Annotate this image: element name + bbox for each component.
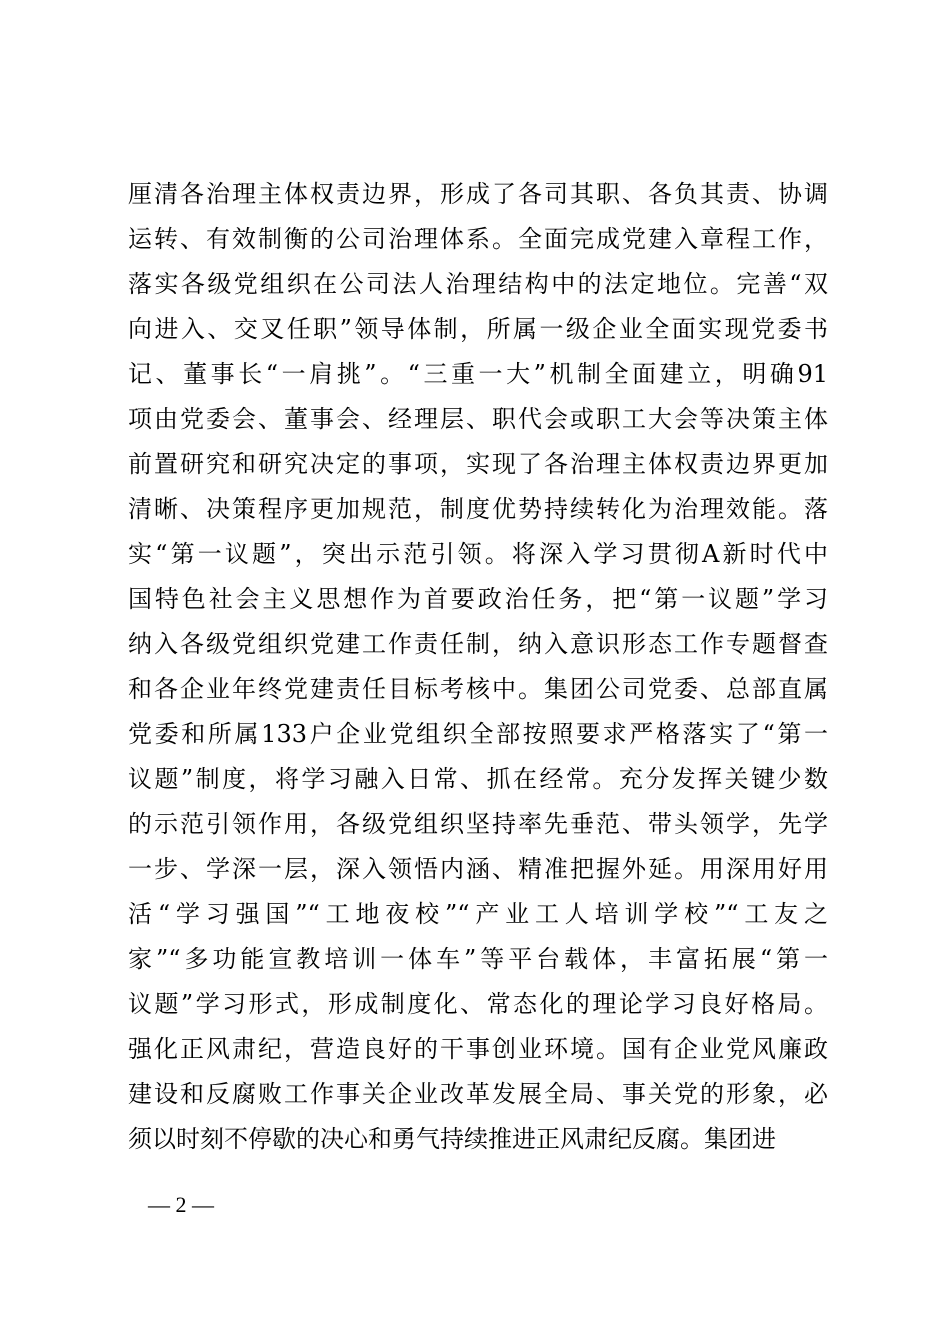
text-line: 国特色社会主义思想作为首要政治任务，把“第一议题”学习 <box>128 585 828 613</box>
text-line: 和各企业年终党建责任目标考核中。集团公司党委、总部直属 <box>128 675 828 703</box>
text-line: 须以时刻不停歇的决心和勇气持续推进正风肃纪反腐。集团进 <box>128 1125 776 1153</box>
text-line: 议题”制度，将学习融入日常、抓在经常。充分发挥关键少数 <box>128 765 828 793</box>
text-line: 的示范引领作用，各级党组织坚持率先垂范、带头领学，先学 <box>128 810 828 838</box>
text-line: 实“第一议题”，突出示范引领。将深入学习贯彻A新时代中 <box>128 540 828 568</box>
text-line: 纳入各级党组织党建工作责任制，纳入意识形态工作专题督查 <box>128 630 828 658</box>
text-line: 清晰、决策程序更加规范，制度优势持续转化为治理效能。落 <box>128 495 828 523</box>
text-line: 建设和反腐败工作事关企业改革发展全局、事关党的形象，必 <box>128 1080 828 1108</box>
text-line: 议题”学习形式，形成制度化、常态化的理论学习良好格局。 <box>128 990 828 1018</box>
text-line: 落实各级党组织在公司法人治理结构中的法定地位。完善“双 <box>128 270 828 298</box>
text-line: 家”“多功能宣教培训一体车”等平台载体，丰富拓展“第一 <box>128 945 828 973</box>
text-line: 记、董事长“一肩挑”。“三重一大”机制全面建立，明确91 <box>128 360 828 388</box>
text-line: 党委和所属133户企业党组织全部按照要求严格落实了“第一 <box>128 720 828 748</box>
text-line: 向进入、交叉任职”领导体制，所属一级企业全面实现党委书 <box>128 315 828 343</box>
text-line: 厘清各治理主体权责边界，形成了各司其职、各负其责、协调 <box>128 180 828 208</box>
text-line: 活“学习强国”“工地夜校”“产业工人培训学校”“工友之 <box>128 900 828 928</box>
text-line: 前置研究和研究决定的事项，实现了各治理主体权责边界更加 <box>128 450 828 478</box>
page-number: — 2 — <box>148 1192 214 1217</box>
body-text <box>128 172 828 1162</box>
text-line: 项由党委会、董事会、经理层、职代会或职工大会等决策主体 <box>128 405 828 433</box>
text-line: 运转、有效制衡的公司治理体系。全面完成党建入章程工作， <box>128 225 828 253</box>
text-line: 一步、学深一层，深入领悟内涵、精准把握外延。用深用好用 <box>128 855 828 883</box>
text-line: 强化正风肃纪，营造良好的干事创业环境。国有企业党风廉政 <box>128 1035 828 1063</box>
